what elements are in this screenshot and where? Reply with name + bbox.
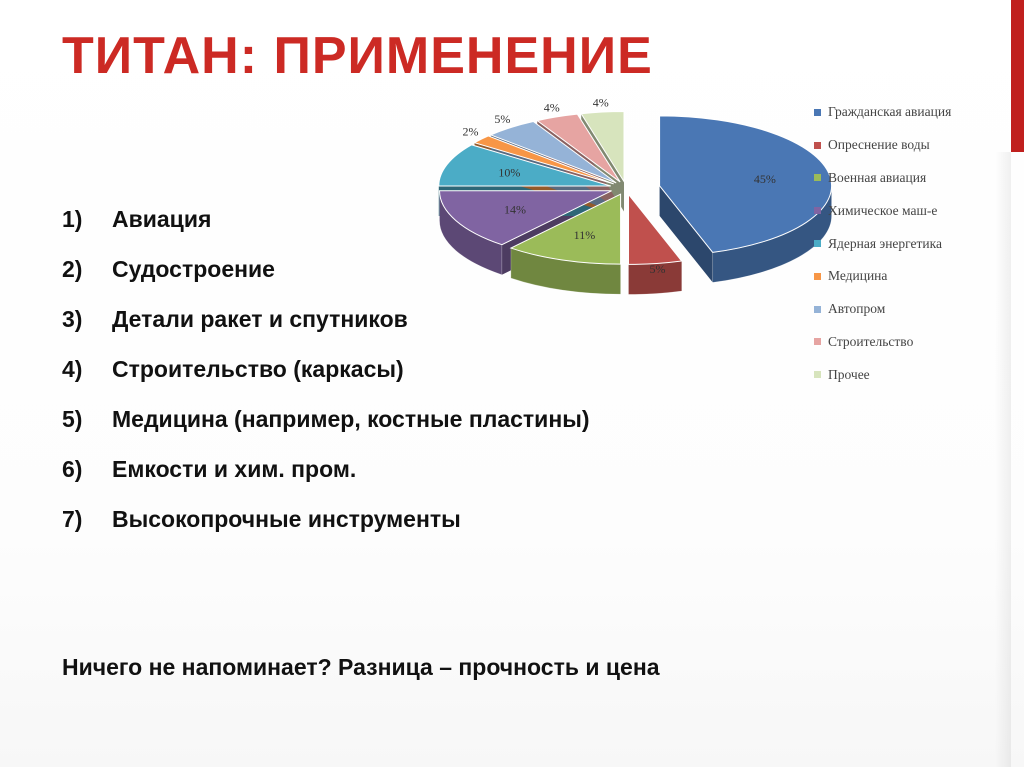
pie-data-label: 45% <box>753 172 776 187</box>
list-item-number: 7) <box>62 506 83 532</box>
legend-item <box>814 227 951 260</box>
legend-swatch <box>814 142 821 149</box>
legend-label: Ядерная энергетика <box>828 235 942 251</box>
pie-data-label: 5% <box>494 112 511 127</box>
pie-data-label: 4% <box>543 100 560 115</box>
legend-swatch <box>814 306 821 313</box>
legend-swatch <box>814 174 821 181</box>
legend-label: Химическое маш-е <box>828 202 938 218</box>
legend-label: Автопром <box>828 301 886 317</box>
chart-legend <box>814 96 951 391</box>
list-item-text: Судостроение <box>112 256 275 282</box>
legend-swatch <box>814 338 821 345</box>
legend-item <box>814 260 951 293</box>
legend-item <box>814 358 951 391</box>
list-item-text: Авиация <box>112 206 212 232</box>
pie-data-label: 4% <box>592 95 609 110</box>
list-item-number: 4) <box>62 356 83 382</box>
pie-data-label: 5% <box>649 262 666 277</box>
list-item <box>62 404 590 454</box>
footer-question: Ничего не напоминает? Разница – прочность и цена <box>62 654 660 680</box>
list-item-text: Высокопрочные инструменты <box>112 506 461 532</box>
legend-label: Гражданская авиация <box>828 104 952 120</box>
legend-label: Военная авиация <box>828 169 927 185</box>
list-item-text: Детали ракет и спутников <box>112 306 408 332</box>
accent-bar <box>1011 0 1024 152</box>
pie-data-label: 2% <box>462 124 479 139</box>
list-item-text: Медицина (например, костные пластины) <box>112 406 590 432</box>
pie-data-label: 11% <box>573 227 596 242</box>
legend-swatch <box>814 109 821 116</box>
legend-item <box>814 162 951 195</box>
list-item-text: Строительство (каркасы) <box>112 356 404 382</box>
list-item-text: Емкости и хим. пром. <box>112 456 357 482</box>
list-item-number: 2) <box>62 256 83 282</box>
legend-item <box>814 129 951 162</box>
legend-label: Прочее <box>828 366 870 382</box>
legend-label: Медицина <box>828 268 888 284</box>
legend-item <box>814 293 951 326</box>
legend-item <box>814 326 951 359</box>
list-item <box>62 504 590 554</box>
legend-item <box>814 96 951 129</box>
pie-data-label: 14% <box>504 202 527 217</box>
legend-swatch <box>814 273 821 280</box>
legend-item <box>814 194 951 227</box>
legend-swatch <box>814 371 821 378</box>
side-shadow <box>995 152 1011 767</box>
list-item-number: 1) <box>62 206 83 232</box>
legend-swatch <box>814 207 821 214</box>
list-item-number: 5) <box>62 406 83 432</box>
list-item <box>62 354 590 404</box>
slide-title: ТИТАН: ПРИМЕНЕНИЕ <box>62 27 653 85</box>
legend-label: Строительство <box>828 333 914 349</box>
pie-data-label: 10% <box>498 165 521 180</box>
list-item-number: 3) <box>62 306 83 332</box>
legend-label: Опреснение воды <box>828 137 930 153</box>
legend-swatch <box>814 240 821 247</box>
list-item <box>62 454 590 504</box>
list-item-number: 6) <box>62 456 83 482</box>
pie-chart <box>440 95 820 340</box>
